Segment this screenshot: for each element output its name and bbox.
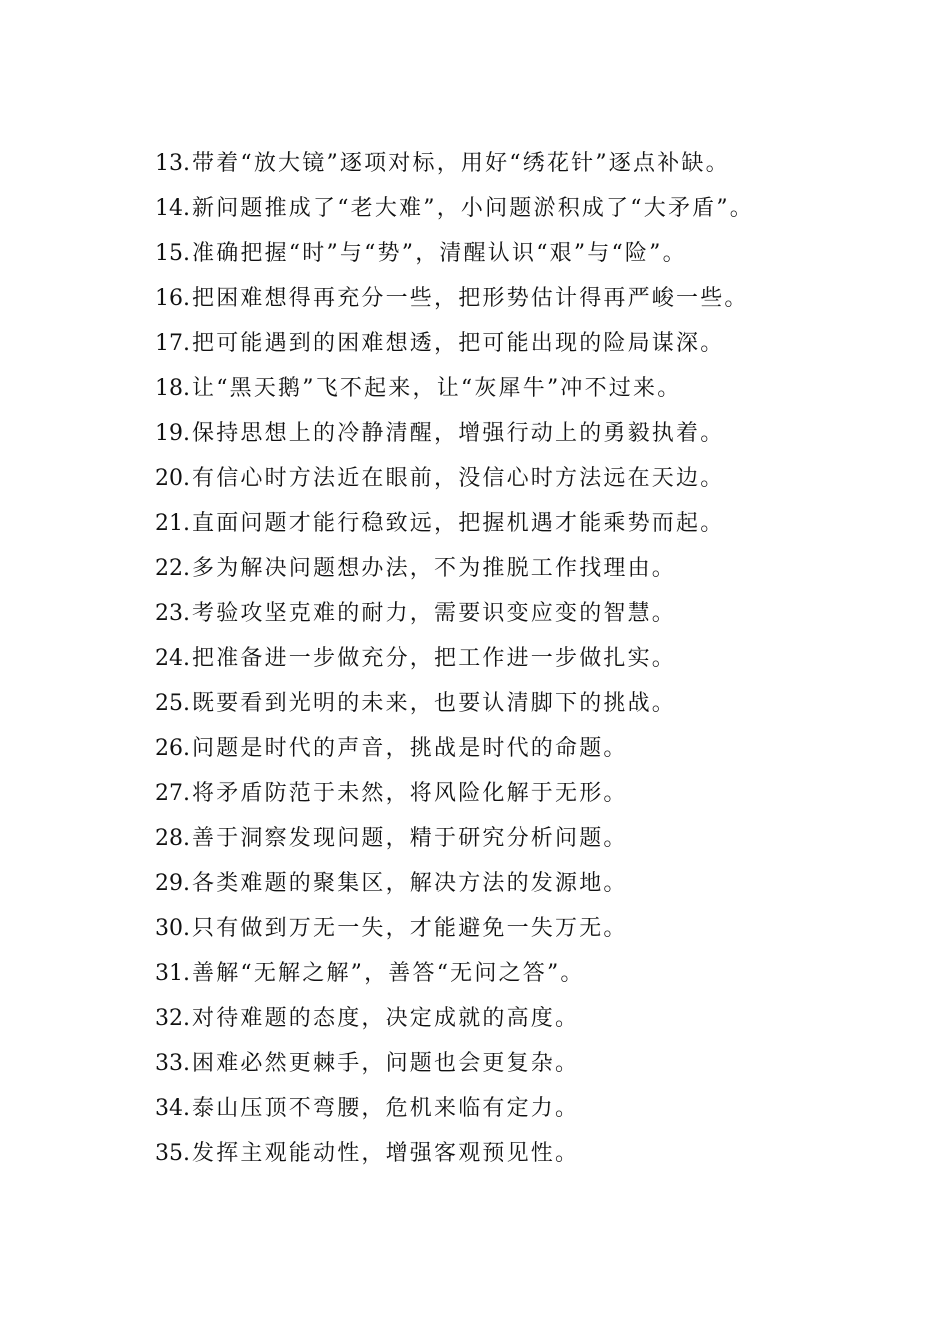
item-number: 24. — [155, 646, 190, 671]
item-number: 32. — [155, 1006, 190, 1031]
list-item — [155, 951, 754, 996]
item-text: 既要看到光明的未来，也要认清脚下的挑战。 — [192, 691, 677, 716]
list-item — [155, 366, 754, 411]
list-item — [155, 861, 754, 906]
item-text: 把可能遇到的困难想透，把可能出现的险局谋深。 — [192, 331, 725, 356]
item-text: 困难必然更棘手，问题也会更复杂。 — [192, 1051, 580, 1076]
numbered-phrase-list — [155, 141, 754, 1176]
item-text: 让“黑天鹅”飞不起来，让“灰犀牛”冲不过来。 — [192, 376, 682, 401]
list-item — [155, 816, 754, 861]
item-text: 只有做到万无一失，才能避免一失万无。 — [192, 916, 628, 941]
item-text: 善于洞察发现问题，精于研究分析问题。 — [192, 826, 628, 851]
item-text: 对待难题的态度，决定成就的高度。 — [192, 1006, 580, 1031]
list-item — [155, 501, 754, 546]
item-number: 28. — [155, 826, 190, 851]
item-number: 13. — [155, 151, 190, 176]
list-item — [155, 1041, 754, 1086]
item-text: 善解“无解之解”，善答“无问之答”。 — [192, 961, 585, 986]
item-number: 25. — [155, 691, 190, 716]
item-text: 各类难题的聚集区，解决方法的发源地。 — [192, 871, 628, 896]
list-item — [155, 276, 754, 321]
list-item — [155, 996, 754, 1041]
item-number: 31. — [155, 961, 190, 986]
list-item — [155, 771, 754, 816]
item-number: 34. — [155, 1096, 190, 1121]
item-number: 26. — [155, 736, 190, 761]
list-item — [155, 1131, 754, 1176]
item-text: 新问题推成了“老大难”，小问题淤积成了“大矛盾”。 — [192, 196, 754, 221]
item-text: 准确把握“时”与“势”，清醒认识“艰”与“险”。 — [192, 241, 687, 266]
list-item — [155, 546, 754, 591]
list-item — [155, 141, 754, 186]
item-number: 20. — [155, 466, 190, 491]
item-number: 19. — [155, 421, 190, 446]
list-item — [155, 186, 754, 231]
item-text: 保持思想上的冷静清醒，增强行动上的勇毅执着。 — [192, 421, 725, 446]
item-number: 17. — [155, 331, 190, 356]
item-number: 35. — [155, 1141, 190, 1166]
item-text: 有信心时方法近在眼前，没信心时方法远在天边。 — [192, 466, 725, 491]
item-number: 29. — [155, 871, 190, 896]
item-number: 14. — [155, 196, 190, 221]
item-number: 30. — [155, 916, 190, 941]
item-number: 15. — [155, 241, 190, 266]
item-text: 带着“放大镜”逐项对标，用好“绣花针”逐点补缺。 — [192, 151, 730, 176]
list-item — [155, 456, 754, 501]
item-number: 22. — [155, 556, 190, 581]
item-text: 多为解决问题想办法，不为推脱工作找理由。 — [192, 556, 677, 581]
list-item — [155, 321, 754, 366]
item-text: 发挥主观能动性，增强客观预见性。 — [192, 1141, 580, 1166]
list-item — [155, 1086, 754, 1131]
item-number: 18. — [155, 376, 190, 401]
list-item — [155, 636, 754, 681]
item-text: 把准备进一步做充分，把工作进一步做扎实。 — [192, 646, 677, 671]
list-item — [155, 231, 754, 276]
item-text: 把困难想得再充分一些，把形势估计得再严峻一些。 — [192, 286, 749, 311]
item-text: 泰山压顶不弯腰，危机来临有定力。 — [192, 1096, 580, 1121]
item-text: 将矛盾防范于未然，将风险化解于无形。 — [192, 781, 628, 806]
item-number: 16. — [155, 286, 190, 311]
list-item — [155, 726, 754, 771]
list-item — [155, 411, 754, 456]
item-number: 33. — [155, 1051, 190, 1076]
item-text: 考验攻坚克难的耐力，需要识变应变的智慧。 — [192, 601, 677, 626]
list-item — [155, 591, 754, 636]
item-number: 23. — [155, 601, 190, 626]
list-item — [155, 906, 754, 951]
list-item — [155, 681, 754, 726]
item-text: 直面问题才能行稳致远，把握机遇才能乘势而起。 — [192, 511, 725, 536]
item-number: 21. — [155, 511, 190, 536]
item-number: 27. — [155, 781, 190, 806]
item-text: 问题是时代的声音，挑战是时代的命题。 — [192, 736, 628, 761]
